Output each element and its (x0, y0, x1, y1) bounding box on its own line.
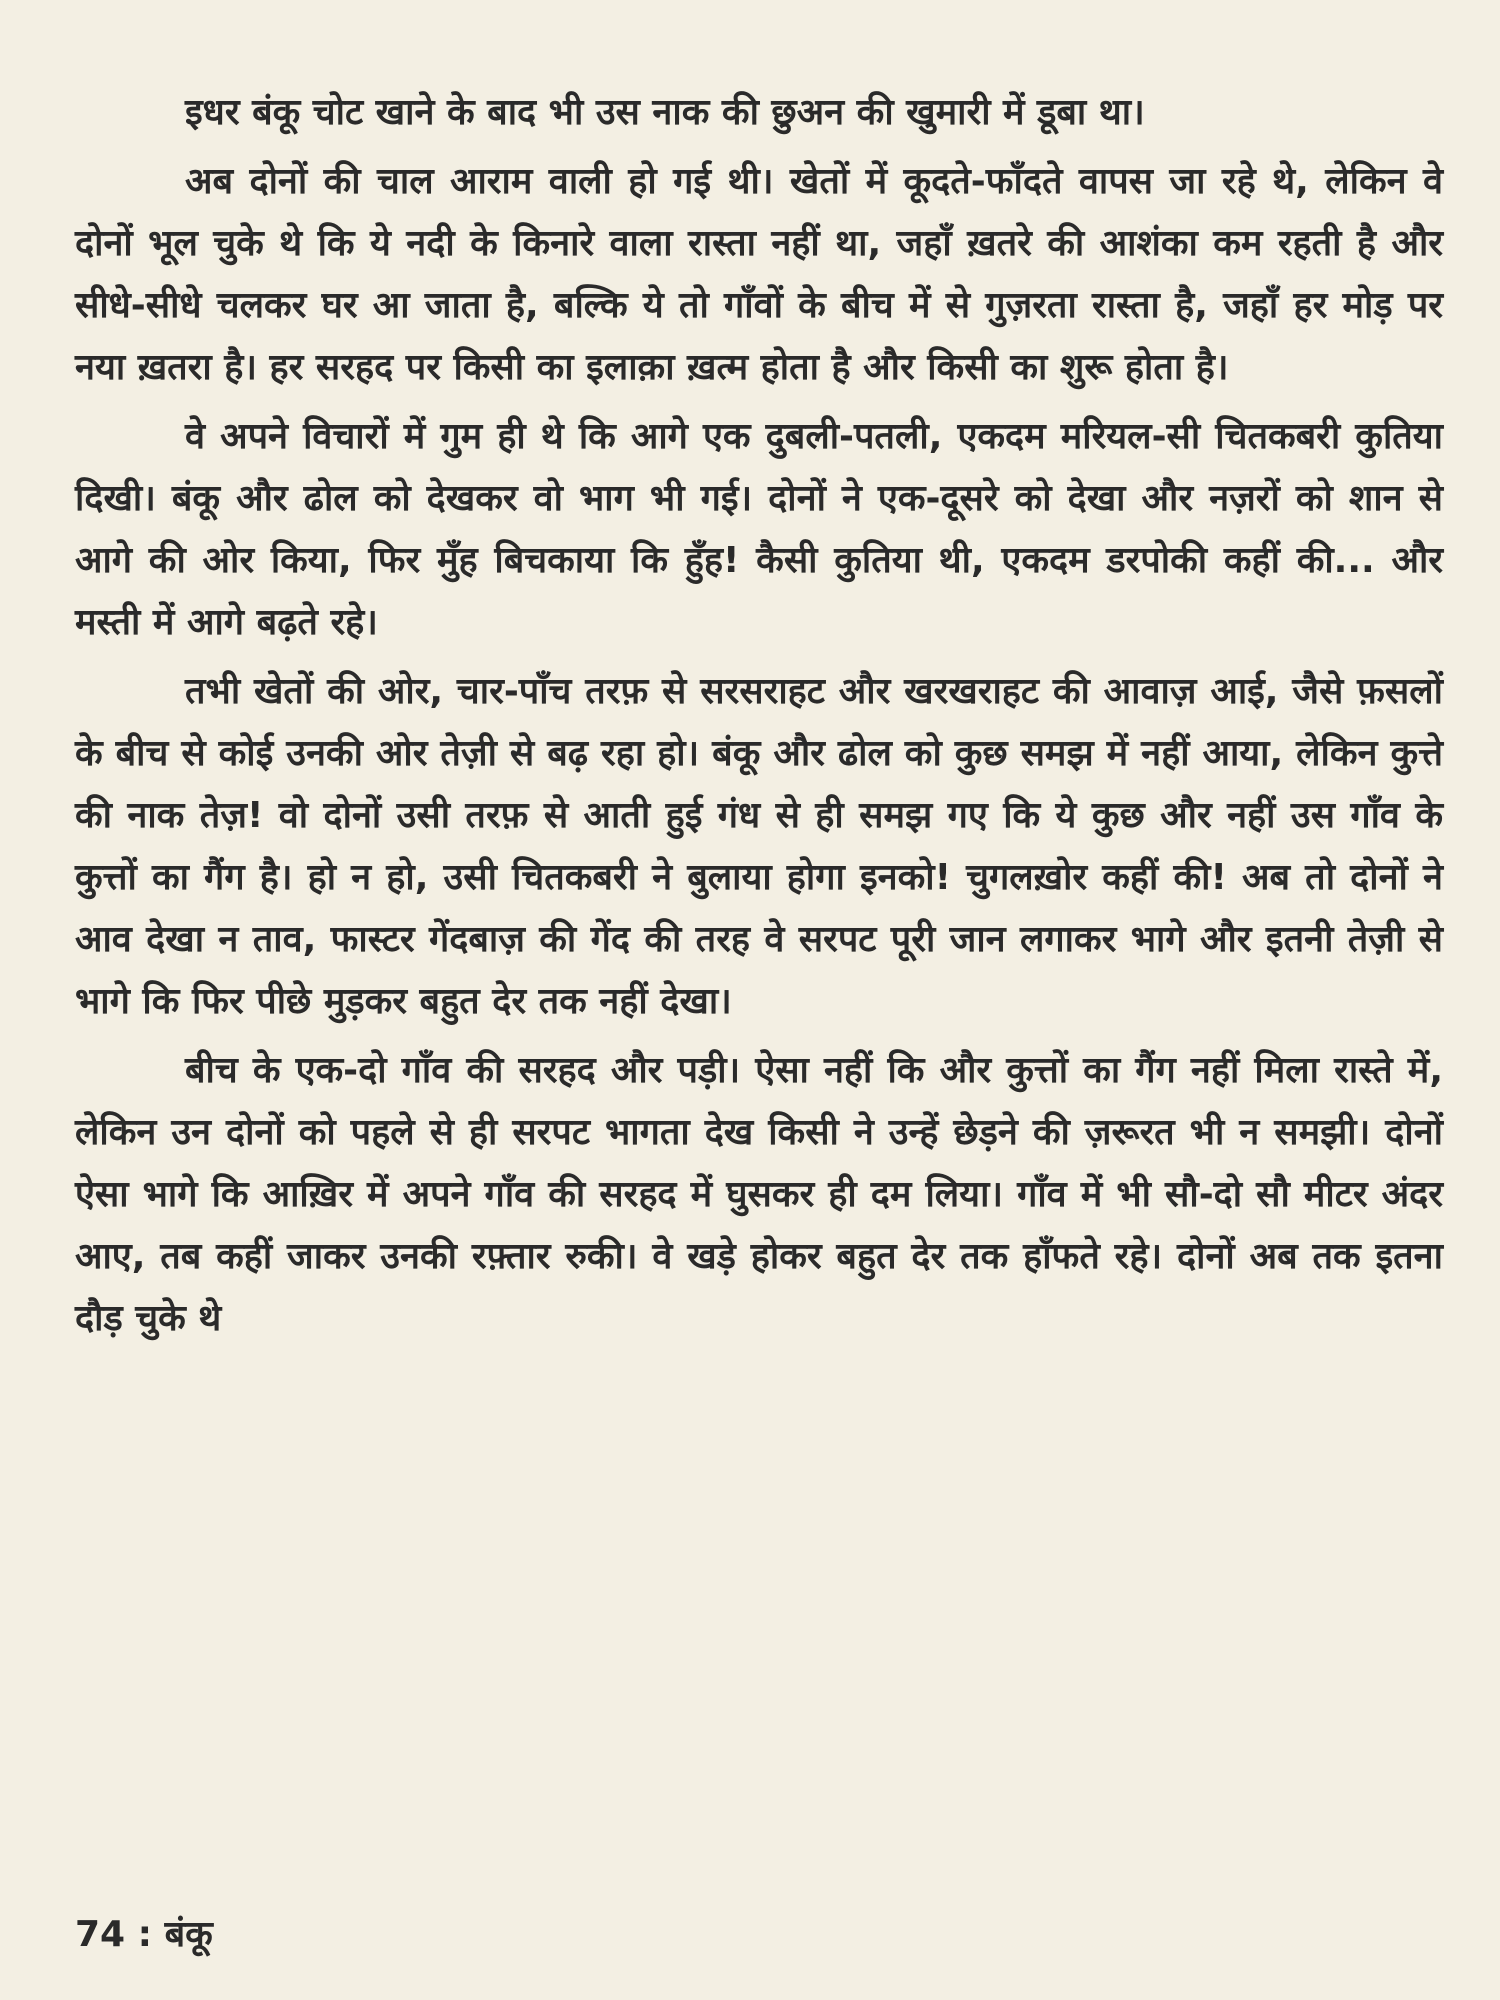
paragraph-2: अब दोनों की चाल आराम वाली हो गई थी। खेतों में कूदते-फाँदते वापस जा रहे थे, लेकिन वे दोनों भूल चुके थे कि ये नदी के किनारे वाला रास्ता नहीं था, जहाँ ख़तरे की आशंका कम रहती है और सीधे-सीधे चलकर घर आ जाता है, बल्कि ये तो गाँवों के बीच में से गुज़रता रास्ता है, जहाँ हर मोड़ पर नया ख़तरा है। हर सरहद पर किसी का इलाक़ा ख़त्म होता है और किसी का शुरू होता है। (75, 161, 1443, 388)
footer-separator: : (137, 1914, 153, 1955)
page-footer (75, 1908, 213, 1957)
page-number: 74 (75, 1914, 126, 1955)
paragraph-1: इधर बंकू चोट खाने के बाद भी उस नाक की छुअन की खुमारी में डूबा था। (185, 92, 1145, 133)
paragraph-4: तभी खेतों की ओर, चार-पाँच तरफ़ से सरसराहट और खरखराहट की आवाज़ आई, जैसे फ़सलों के बीच से कोई उनकी ओर तेज़ी से बढ़ रहा हो। बंकू और ढोल को कुछ समझ में नहीं आया, लेकिन कुत्ते की नाक तेज़! वो दोनों उसी तरफ़ से आती हुई गंध से ही समझ गए कि ये कुछ और नहीं उस गाँव के कुत्तों का गैंग है। हो न हो, उसी चितकबरी ने बुलाया होगा इनको! चुगलख़ोर कहीं की! अब तो दोनों ने आव देखा न ताव, फास्टर गेंदबाज़ की गेंद की तरह वे सरपट पूरी जान लगाकर भागे और इतनी तेज़ी से भागे कि फिर पीछे मुड़कर बहुत देर तक नहीं देखा। (75, 671, 1443, 1022)
body-text (75, 82, 1443, 1350)
paragraph-5: बीच के एक-दो गाँव की सरहद और पड़ी। ऐसा नहीं कि और कुत्तों का गैंग नहीं मिला रास्ते में, लेकिन उन दोनों को पहले से ही सरपट भागता देख किसी ने उन्हें छेड़ने की ज़रूरत भी न समझी। दोनों ऐसा भागे कि आख़िर में अपने गाँव की सरहद में घुसकर ही दम लिया। गाँव में भी सौ-दो सौ मीटर अंदर आए, तब कहीं जाकर उनकी रफ़्तार रुकी। वे खड़े होकर बहुत देर तक हाँफते रहे। दोनों अब तक इतना दौड़ चुके थे (75, 1050, 1443, 1339)
book-title: बंकू (164, 1914, 213, 1955)
paragraph-3: वे अपने विचारों में गुम ही थे कि आगे एक दुबली-पतली, एकदम मरियल-सी चितकबरी कुतिया दिखी। बंकू और ढोल को देखकर वो भाग भी गई। दोनों ने एक-दूसरे को देखा और नज़रों को शान से आगे की ओर किया, फिर मुँह बिचकाया कि हुँह! कैसी कुतिया थी, एकदम डरपोकी कहीं की... और मस्ती में आगे बढ़ते रहे। (75, 416, 1443, 643)
